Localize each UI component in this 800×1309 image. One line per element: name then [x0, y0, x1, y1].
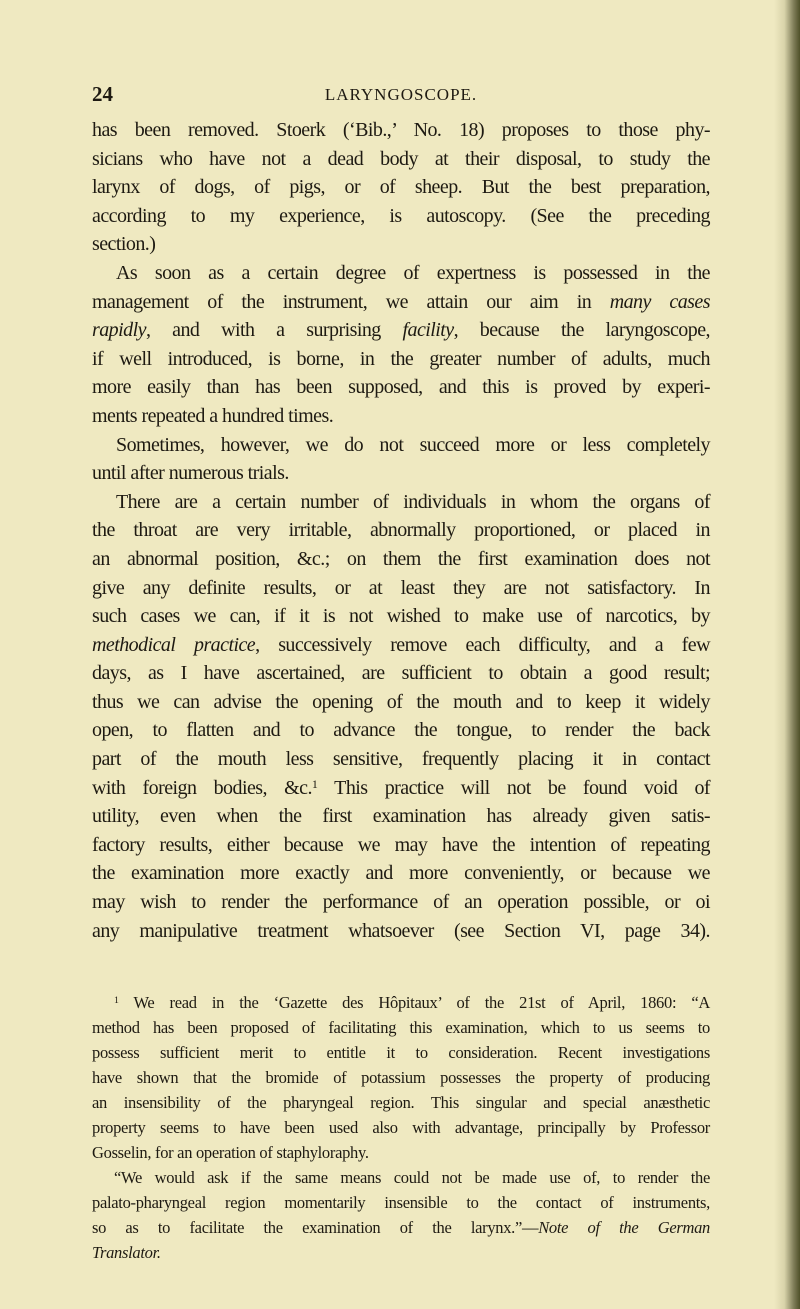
italic-text: rapidly	[92, 319, 146, 342]
text-line	[92, 631, 710, 660]
text-line	[92, 1065, 710, 1090]
footnote-marker: 1	[114, 995, 119, 1007]
text-line	[92, 145, 710, 174]
text: ments repeated a hundred times.	[92, 404, 334, 427]
text: management of the instrument, we attain our aim in	[92, 290, 610, 313]
text-line	[92, 431, 710, 460]
text: have shown that the bromide of potassium possesses the property of producing	[92, 1068, 710, 1087]
text: factory results, either because we may have the intention of repeating	[92, 833, 710, 856]
text: utility, even when the first examination has already given satis-	[92, 805, 710, 828]
text-line	[92, 1040, 710, 1065]
text-line	[92, 202, 710, 231]
text: “We would ask if the same means could not be made use of, to render the	[114, 1168, 710, 1187]
text: section.)	[92, 233, 156, 256]
text: open, to flatten and to advance the tongue, to render the back	[92, 719, 710, 742]
text-line	[92, 831, 710, 860]
text-line	[92, 402, 710, 431]
italic-text: Translator.	[92, 1243, 161, 1262]
text: This practice will not be found void of	[317, 776, 711, 799]
text: days, as I have ascertained, are sufficient to obtain a good result;	[92, 662, 710, 685]
text: , and with a surprising	[145, 319, 403, 342]
page-number: 24	[92, 82, 113, 106]
text-line	[92, 373, 710, 402]
text: possess sufficient merit to entitle it to consideration. Recent investigations	[92, 1043, 710, 1062]
text: , successively remove each difficulty, and a few	[255, 633, 710, 656]
text-line	[92, 716, 710, 745]
text-line	[92, 745, 710, 774]
text: method has been proposed of facilitating this examination, which to us seems to	[92, 1018, 710, 1037]
page-header	[92, 82, 710, 108]
text-line	[92, 802, 710, 831]
italic-text: facility	[402, 319, 454, 342]
text: according to my experience, is autoscopy. (See the preceding	[92, 204, 710, 227]
text-line	[92, 659, 710, 688]
text-line	[92, 259, 710, 288]
text: so as to facilitate the examination of the larynx.”—	[92, 1218, 539, 1237]
italic-text: methodical practice	[92, 633, 256, 656]
text: give any definite results, or at least they are not satisfactory. In	[92, 576, 710, 599]
text: the examination more exactly and more conveniently, or because we	[92, 862, 710, 885]
text: more easily than has been supposed, and this is proved by experi-	[92, 376, 710, 399]
text-line	[92, 1090, 710, 1115]
text-line	[92, 288, 710, 317]
text: the throat are very irritable, abnormally proportioned, or placed in	[92, 519, 710, 542]
text-line	[92, 990, 710, 1015]
text: larynx of dogs, of pigs, or of sheep. But the best preparation,	[92, 176, 710, 199]
text: Sometimes, however, we do not succeed more or less completely	[116, 433, 710, 456]
text: may wish to render the performance of an operation possible, or oi	[92, 891, 710, 914]
text: part of the mouth less sensitive, frequently placing it in contact	[92, 748, 710, 771]
text-line	[92, 602, 710, 631]
text: an insensibility of the pharyngeal region. This singular and special anæsthetic	[92, 1093, 710, 1112]
text-line	[92, 316, 710, 345]
text-line	[92, 488, 710, 517]
text-line	[92, 459, 710, 488]
text: an abnormal position, &c.; on them the first examination does not	[92, 547, 710, 570]
text-line	[92, 888, 710, 917]
text: has been removed. Stoerk (‘Bib.,’ No. 18) proposes to those phy-	[92, 119, 710, 141]
paragraph	[92, 488, 710, 946]
text-line	[92, 1190, 710, 1215]
text: thus we can advise the opening of the mouth and to keep it widely	[92, 690, 710, 713]
text: palato-pharyngeal region momentarily insensible to the contact of instruments,	[92, 1193, 710, 1212]
text-line	[92, 516, 710, 545]
text: such cases we can, if it is not wished to make use of narcotics, by	[92, 605, 710, 628]
italic-text: Note of the German	[538, 1218, 710, 1237]
text: with foreign bodies, &c.	[92, 776, 312, 799]
text: any manipulative treatment whatsoever (see Section VI, page 34).	[92, 919, 710, 942]
text: There are a certain number of individuals in whom the organs of	[116, 490, 710, 513]
text-line	[92, 173, 710, 202]
text: until after numerous trials.	[92, 462, 289, 485]
text: sicians who have not a dead body at their disposal, to study the	[92, 147, 710, 170]
footnote-paragraph	[92, 990, 710, 1165]
text-line	[92, 1215, 710, 1240]
text-line	[92, 917, 710, 946]
text: property seems to have been used also with advantage, principally by Professor	[92, 1118, 710, 1137]
text-line	[92, 1015, 710, 1040]
text-line	[92, 774, 710, 803]
text-line	[92, 688, 710, 717]
text-line	[92, 574, 710, 603]
paragraph	[92, 259, 710, 431]
text-line	[92, 859, 710, 888]
text: We read in the ‘Gazette des Hôpitaux’ of the 21st of April, 1860: “A	[118, 993, 710, 1012]
text-line	[92, 116, 710, 145]
text-line	[92, 1240, 710, 1265]
text-line	[92, 545, 710, 574]
paragraph	[92, 116, 710, 259]
text-line	[92, 1140, 710, 1165]
footnote-paragraph	[92, 1165, 710, 1265]
footnote-marker: 1	[311, 776, 318, 791]
running-title: LARYNGOSCOPE.	[324, 85, 478, 104]
text-line	[92, 230, 710, 259]
text: if well introduced, is borne, in the greater number of adults, much	[92, 347, 710, 370]
footnote	[92, 990, 710, 1265]
text: As soon as a certain degree of expertness is possessed in the	[116, 261, 710, 284]
italic-text: many cases	[609, 290, 710, 313]
book-binding-shadow	[774, 0, 800, 1309]
text-line	[92, 1165, 710, 1190]
text-line	[92, 1115, 710, 1140]
main-text	[92, 116, 710, 945]
text-line	[92, 345, 710, 374]
text: , because the laryngoscope,	[453, 319, 710, 342]
paragraph	[92, 431, 710, 488]
text: Gosselin, for an operation of staphyloraphy.	[92, 1143, 369, 1162]
